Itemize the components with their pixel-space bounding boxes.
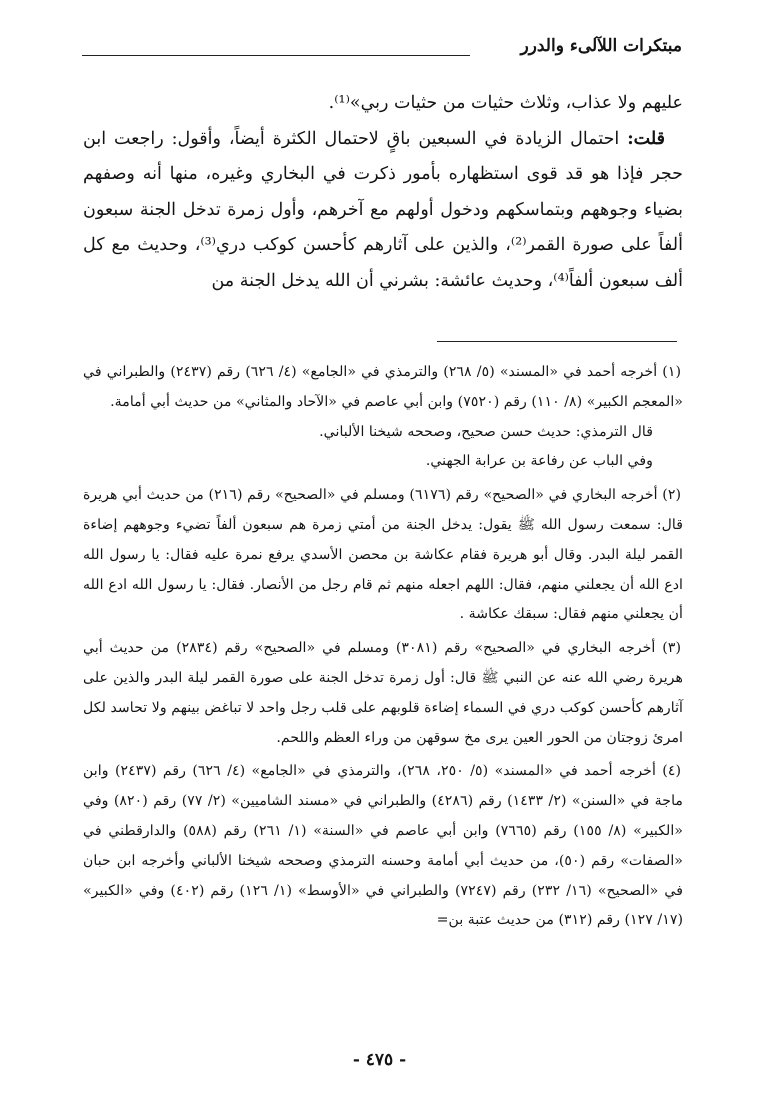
footnote-3-text: (٣) أخرجه البخاري في «الصحيح» رقم (٣٠٨١) ومسلم في «الصحيح» رقم (٢٨٣٤) من حديث أبي هريرة رضي الله عنه عن النبي ﷺ قال: أول زمرة تدخل الجنة على صورة القمر ليلة البدر والذين على آثارهم كأحسن كوكب دري في السماء إضاءة قلوبهم على قلب رجل واحد لا تباغض بينهم ولا تحاسد لكل امرئ زوجتان من الحور العين يرى مخ سوقهن من وراء العظم واللحم. bbox=[83, 640, 683, 746]
footnote-3 bbox=[83, 634, 683, 753]
qult-lead: قلت: bbox=[627, 128, 665, 149]
footnote-4-text: (٤) أخرجه أحمد في «المسند» (٥/ ٢٥٠، ٢٦٨)، والترمذي في «الجامع» (٤/ ٦٢٦) رقم (٢٤٣٧) وابن ماجة في «السنن» (٢/ ١٤٣٣) رقم (٤٢٨٦) والطبراني في «مسند الشاميين» (٢/ ٧٧) رقم (٨٢٠) وفي «الكبير» (٨/ ١٥٥) رقم (٧٦٦٥) وابن أبي عاصم في «السنة» (١/ ٢٦١) رقم (٥٨٨) والدارقطني في «الصفات» رقم (٥٠)، من حديث أبي أمامة وحسنه الترمذي وصححه شيخنا الألباني وأخرجه ابن حبان في «الصحيح» (١٦/ ٢٣٢) رقم (٧٢٤٧) والطبراني في «الأوسط» (١/ ١٢٦) رقم (٤٠٢) وفي «الكبير» (١٧/ ١٢٧) رقم (٣١٢) من حديث عتبة بن= bbox=[83, 763, 684, 929]
footnote-separator bbox=[437, 341, 677, 342]
footnote-2 bbox=[83, 481, 683, 630]
footnote-1 bbox=[83, 358, 683, 477]
footnote-4 bbox=[83, 757, 683, 936]
header-rule bbox=[82, 55, 470, 56]
main-paragraph-2 bbox=[83, 122, 683, 300]
main-paragraph-2-body: احتمال الزيادة في السبعين باقٍ لاحتمال الكثرة أيضاً، وأقول: راجعت ابن حجر فإذا هو قد قوى استظهاره بأمور ذكرت في البخاري وغيره، منها أنه وصفهم بضياء وجوههم وبتماسكهم ودخول أولهم مع آخرهم، وأول زمرة تدخل الجنة سبعون ألفاً على صورة القمر⁽²⁾، والذين على آثارهم كأحسن كوكب دري⁽³⁾، وحديث مع كل ألف سبعون ألفاً⁽⁴⁾، وحديث عائشة: بشرني أن الله يدخل الجنة من bbox=[83, 128, 684, 291]
running-header bbox=[82, 36, 682, 60]
header-title: مبتكرات اللآلىء والدرر bbox=[520, 36, 682, 56]
footnote-2-text: (٢) أخرجه البخاري في «الصحيح» رقم (٦١٧٦) ومسلم في «الصحيح» رقم (٢١٦) من حديث أبي هريرة قال: سمعت رسول الله ﷺ يقول: يدخل الجنة من أمتي زمرة هم سبعون ألفاً تضيء وجوههم إضاءة القمر ليلة البدر. وقال أبو هريرة فقام عكاشة بن محصن الأسدي يرفع نمرة عليه فقال: يا رسول الله ادع الله أن يجعلني منهم، فقال: اللهم اجعله منهم ثم قام رجل من الأنصار. فقال: يا رسول الله ادع الله أن يجعلني منهم فقال: سبقك عكاشة . bbox=[83, 487, 683, 623]
footnote-1-text: (١) أخرجه أحمد في «المسند» (٥/ ٢٦٨) والترمذي في «الجامع» (٤/ ٦٢٦) رقم (٢٤٣٧) والطبراني في «المعجم الكبير» (٨/ ١١٠) رقم (٧٥٢٠) وابن أبي عاصم في «الآحاد والمثاني» من حديث أبي أمامة. bbox=[83, 364, 683, 410]
footnote-1-grading: قال الترمذي: حديث حسن صحيح، وصححه شيخنا الألباني. bbox=[319, 423, 653, 440]
page-number: - ٤٧٥ - bbox=[352, 1050, 407, 1070]
footnotes bbox=[83, 358, 683, 940]
main-text bbox=[83, 86, 683, 300]
main-paragraph-1: عليهم ولا عذاب، وثلاث حثيات من حثيات ربي»⁽¹⁾. bbox=[328, 93, 683, 113]
footnote-1-chapter-note: وفي الباب عن رفاعة بن عرابة الجهني. bbox=[425, 453, 653, 470]
